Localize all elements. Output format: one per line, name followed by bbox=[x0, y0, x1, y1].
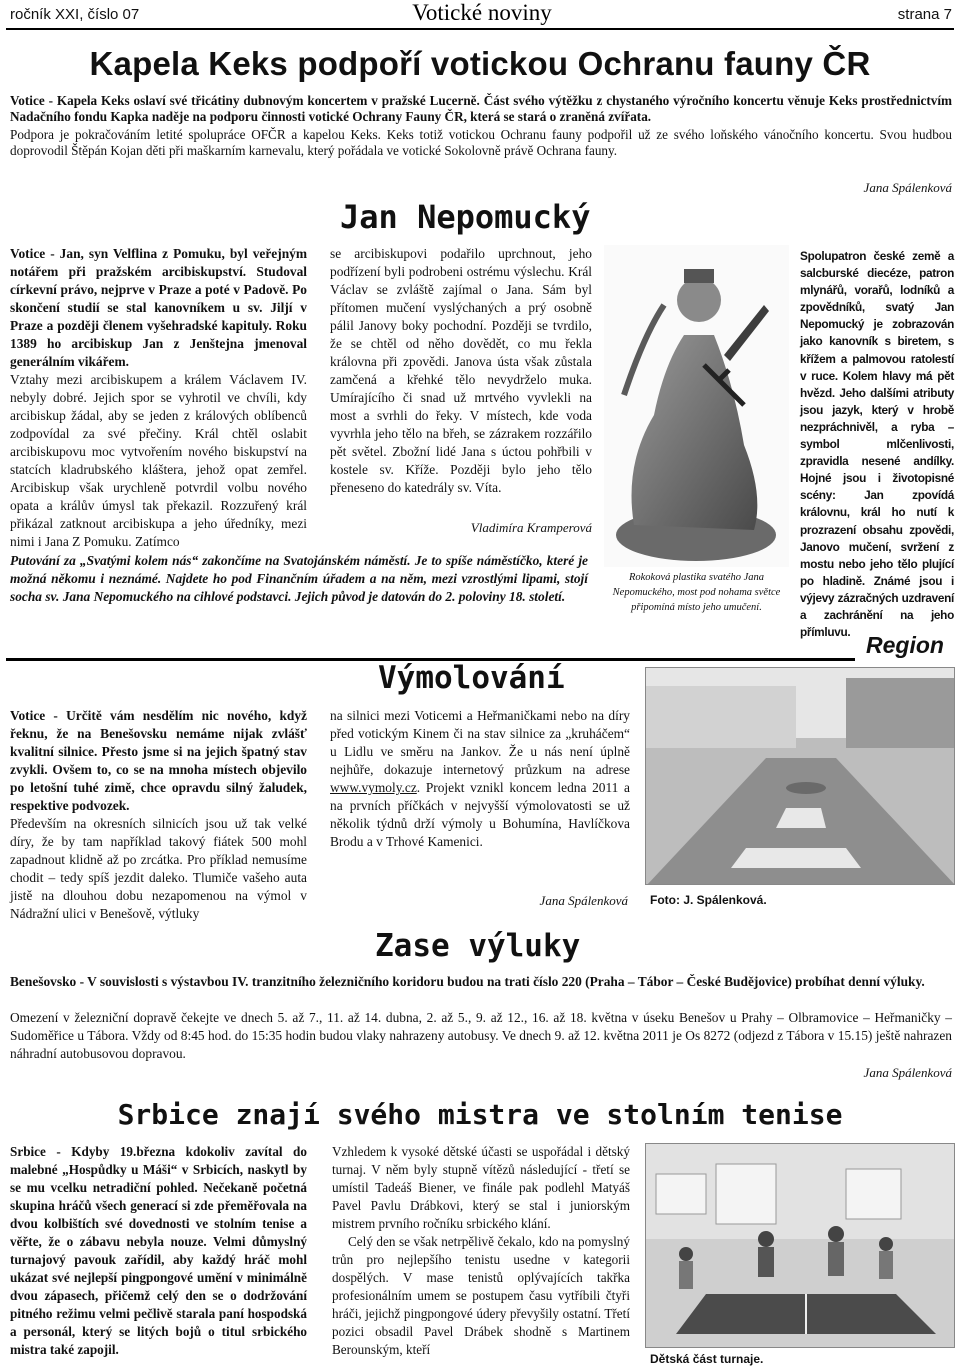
nepomucky-col1-body: Vztahy mezi arcibiskupem a králem Václavem IV. nebyly dobré. Jejich spor se vyhrotil ve chvíli, kdy arcibiskup žádal, aby se jeden z králových oblíbenců zodpovídal za své přečiny. Král chtěl oslabit arcibiskupovu moc vytvořením nového biskupství na statcích kladrubského kláštera, jehož opat zemřel. Arcibiskup však urychleně potvrdil volbu nového opata a králův úmysl tak překazil. Rozzuřený král přikázal zatknout arcibiskupa a jeho úředníky, mezi nimi i Jana Z Pomuku. Zatímco bbox=[10, 372, 307, 549]
vymolovani-col1-lead: Votice - Určitě vám nesdělím nic nového, když řeknu, že na Benešovsku nemáme nijak zvlášť kvalitní silnice. Přesto jsme si na jejich špatný stav zvykli. Ovšem to, co se na mnoha místech objevilo po letošní tuhé zimě, chce opravdu silný žaludek, respektive podvozek. bbox=[10, 708, 307, 813]
page-header bbox=[10, 2, 954, 26]
srbice-col2-b: Celý den se však netrpělivě čekalo, kdo na pomyslný trůn pro nejlepšího tenistu usedne v kategorii dospělých. V mase tenistů oplývajících takřka profesionálním umem se postupem času vytříbili čtyři hráči, jejichž pingpongové údery převyšily ostatní. Třetí pozici obsadil Pavel Drábek shodně s Martinem Berounským, kteří bbox=[332, 1234, 630, 1357]
issue-label: ročník XXI, číslo 07 bbox=[10, 6, 140, 23]
nepomucky-col2: se arcibiskupovi podařilo uprchnout, jeho podřízení byli podrobeni ostrému výslechu. Král Václav se zvláště zajímal o Jana. Sám byl přítomen mučení vyslýchaných a prý osobně pálil Janovy boky pochodní. Později se tvrdilo, že se chtěl od něho dovědět, co mu řekla královna při zpovědi. Janova ústa však zůstala zamčená a křehké tělo nevydrželo muka. Umírajícího či snad už mrtvého vyvlekli na most a svrhli do řeky. V místech, kde voda vyvrhla jeho tělo na břeh, se zázrakem rozzářilo pět světel. Zbožní lidé Jana s úctou pohřbili v kostele sv. Kříže. Později bylo jeho tělo přeneseno do katedrály sv. Víta. bbox=[330, 246, 592, 495]
keks-author: Jana Spálenková bbox=[863, 180, 952, 195]
vymolovani-author: Jana Spálenková bbox=[539, 893, 628, 908]
keks-body: Podpora je pokračováním letité spolupráce OFČR a kapelou Keks. Keks totiž votickou Ochranu fauny podpořil už ze svého loňského vánočního koncertu. Svou hudbou doprovodil Štěpán Kojan děti při maškarním karnevalu, který pořádala ve votické Sokolovně právě Ochrana fauny. bbox=[10, 127, 952, 158]
tennis-illustration bbox=[646, 1144, 955, 1348]
vymolovani-col2-a: na silnici mezi Voticemi a Heřmaničkami nebo na díry před votickým Kinem či na stav silnice za „kruháčem“ u Lidlu ve směru na Jankov. Že u nás není úplně nejhůře, dokazuje internetový průzkum na adrese bbox=[330, 708, 630, 777]
tennis-photo-caption: Dětská část turnaje. bbox=[650, 1352, 764, 1366]
vyluky-author: Jana Spálenková bbox=[863, 1065, 952, 1080]
vymolovani-col1 bbox=[10, 707, 307, 923]
keks-lead: Votice - Kapela Keks oslaví své třicátiny dubnovým koncertem v pražské Lucerně. Část svého výtěžku z chystaného výročního koncertu věnuje Keks prostřednictvím Nadačního fondu Kapka naděje na podporu činnosti votické Ochrany Fauny ČR, která se stará o zraněná zvířata. bbox=[10, 93, 952, 124]
vyluky-lead: Benešovsko - V souvislosti s výstavbou IV. tranzitního železničního koridoru budou na trati číslo 220 (Praha – Tábor – České Budějovice) probíhat denní výluky. bbox=[10, 974, 925, 989]
statue-photo bbox=[604, 245, 789, 567]
statue-caption: Rokoková plastika svatého Jana Nepomuckého, most pod nohama světce připomíná místo jeho umučení. bbox=[612, 572, 781, 613]
page-number: strana 7 bbox=[897, 6, 952, 23]
srbice-col2 bbox=[332, 1143, 630, 1359]
nepomucky-sidebar: Spolupatron české země a salcburské diecéze, patron mlynářů, vorařů, lodníků a zpovědníků, svatý Jan Nepomucký je zobrazován jako kanovník s biretem, s křížem a palmovou ratolestí v ruce. Kolem hlavy má pět hvězd. Jeho dalšími atributy jsou jazyk, který v hrobě nezpráchnivěl, a ryba – symbol mlčenlivosti, zpravidla nesené andílky. Hojné jsou i životopisné scény: Jan zpovídá královnu, král ho nutí k prozrazení obsahu zpovědi, Janovo mučení, svržení z mostu nebo jeho tělo plující po hladině. Známé jsou i výjevy zázračných uzdravení a zachránění na jeho přímluvu. bbox=[800, 249, 954, 640]
keks-headline: Kapela Keks podpoří votickou Ochranu fauny ČR bbox=[89, 45, 871, 82]
road-illustration bbox=[646, 668, 955, 885]
nepomucky-headline: Jan Nepomucký bbox=[340, 198, 591, 236]
nepomucky-col1-lead: Votice - Jan, syn Velflina z Pomuku, byl veřejným notářem při pražském arcibiskupství. Studoval církevní právo, nejprve v Praze a poté v Padově. Po skončení studií se stal kanovníkem u sv. Jiljí v Praze a později členem vyšehradské kapituly. Roku 1389 ho arcibiskup Jan z Jenštejna jmenoval generálním vikářem. bbox=[10, 246, 307, 369]
newspaper-title: Votické noviny bbox=[412, 0, 552, 25]
road-photo bbox=[645, 667, 955, 885]
srbice-col1: Srbice - Kdyby 19.března kdokoliv zavítal do malebné „Hospůdky u Máši“ v Srbicích, naskytl by se mu vcelku netradiční pohled. Nečekaně početná skupina hráčů všech generací si zde přeměřovala na dvou kolbištích své dovednosti ve stolním tenise a věřte, že o zábavu nebyla nouze. Velmi důmyslný turnajový pavouk zařídil, aby každý hráč mohl ukázat své nejlepší pingpongové umění v minimálně dvou zápasech, přičemž celý den se o dodržování pitného režimu velmi pečlivě starala paní hospodská a personál, který se litých bojů o titul srbického mistra také zapojil. bbox=[10, 1144, 307, 1357]
vymolovani-col2-b: . Projekt vznikl koncem ledna 2011 a na prvních příčkách v nejvyšší výmolovatosti se už několik týdnů drží výmoly u Bohumína, Havlíčkova Brodu a v Trhové Kamenici. bbox=[330, 780, 630, 849]
vymoly-link[interactable]: www.vymoly.cz bbox=[330, 780, 417, 795]
vymolovani-col2 bbox=[330, 707, 630, 851]
header-rule bbox=[6, 28, 954, 30]
vyluky-body: Omezení v železniční dopravě čekejte ve dnech 5. až 7., 11. až 14. dubna, 2. až 5., 9. až 12., 16. až 18. května v úseku Benešov u Prahy – Olbramovice – Heřmaničky – Sudoměřice u Tábora. Vždy od 8:45 hod. do 15:35 hodin budou vlaky nahrazeny autobusy. Ve dnech 9. až 12. května 2011 je Os 8272 (odjezd z Tábora v 15.15) ještě nahrazen náhradní autobusovou dopravou. bbox=[10, 1010, 952, 1061]
nepomucky-footer: Putování za „Svatými kolem nás“ zakončíme na Svatojánském náměstí. Je to spíše náměstíčko, které je možná někomu i neznámé. Najdete ho pod Finančním úřadem a na něm, mezi vzrostlými lipami, stojí socha sv. Jana Nepomuckého na cihlové podstavci. Jejich původ je datován do 2. poloviny 18. století. bbox=[10, 553, 588, 604]
srbice-col2-a: Vzhledem k vysoké dětské účasti se uspořádal i dětský turnaj. V něm byly stupně vítězů následující - třetí se umístil Tadeáš Biener, ve finále pak podlehl Matyáš Pavel Pavlu Drábkovi, který se stal i juniorským mistrem prvního ročníku srbického klání. bbox=[332, 1144, 630, 1231]
tennis-photo bbox=[645, 1143, 955, 1348]
statue-illustration bbox=[604, 245, 789, 567]
road-photo-credit: Foto: J. Spálenková. bbox=[650, 893, 767, 907]
nepomucky-author: Vladimíra Kramperová bbox=[470, 520, 592, 535]
vyluky-headline: Zase výluky bbox=[375, 928, 581, 964]
vymolovani-headline: Výmolování bbox=[378, 660, 565, 696]
srbice-headline: Srbice znají svého mistra ve stolním tenise bbox=[117, 1098, 843, 1131]
nepomucky-col1 bbox=[10, 245, 307, 551]
region-banner: Region bbox=[855, 632, 955, 662]
vymolovani-col1-body: Především na okresních silnicích jsou už tak velké díry, že by tam například takový fiátek 500 mohl zapadnout klidně až po zrcátka. Pro příklad nemusíme chodit – tedy spíš jezdit daleko. Tlumiče vašeho auta jistě na dlouhou dobu nezapomenou na výmol v Nádražní ulici v Benešově, výtluky bbox=[10, 816, 307, 921]
